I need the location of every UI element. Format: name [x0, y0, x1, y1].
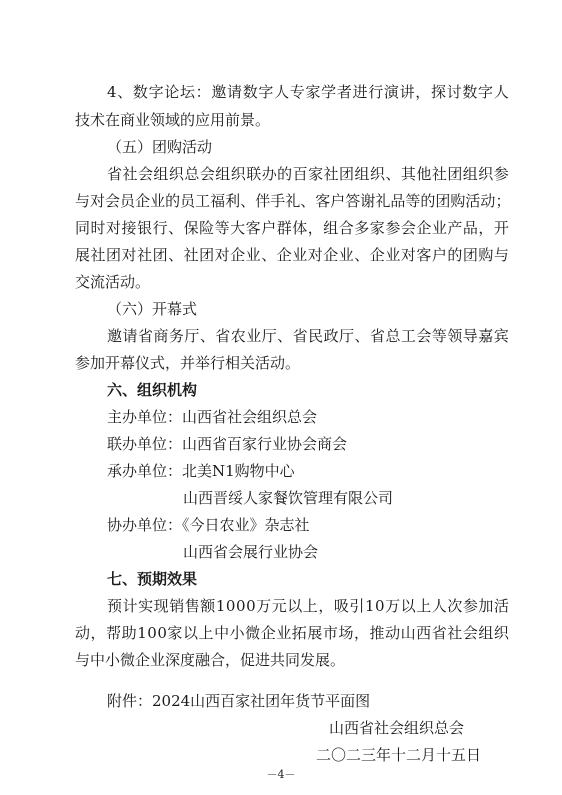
organization-heading: 六、组织机构 [107, 381, 198, 399]
host-unit: 主办单位：山西省社会组织总会 [107, 408, 318, 426]
group-buy-line-1: 省 社 会 组 织 总 会 组 织 联 办 的 百 家 社 团 组 织 、 其 他 社 团 组 织 参 [107, 165, 509, 183]
group-buy-line-4: 展 社 团 对 社 团 、 社 团 对 企 业 、 企 业 对 企 业 、 企 业 对 客 户 的 团 购 与 [75, 246, 509, 264]
forum-line-1: 4 、 数 字 论 坛 ： 邀 请 数 字 人 专 家 学 者 进 行 演 讲 ， 探 讨 数 字 人 [107, 83, 509, 101]
page-number: －4－ [266, 768, 296, 781]
group-buy-line-3: 同 时 对 接 银 行 、 保 险 等 大 客 户 群 体 ， 组 合 多 家 参 会 企 业 产 品 ， 开 [75, 219, 509, 237]
group-buy-line-2: 与 对 会 员 企 业 的 员 工 福 利 、 伴 手 礼 、 客 户 答 谢 礼 品 等 的 团 购 活 动 ； [75, 192, 511, 210]
results-heading: 七、预期效果 [107, 570, 198, 588]
group-buy-line-5: 交流活动。 [75, 273, 151, 291]
results-line-1: 预 计 实 现 销 售 额 1 0 0 0 万 元 以 上 ， 吸 引 1 0 万 以 上 人 次 参 加 活 [107, 597, 509, 615]
signature-org: 山西省社会组织总会 [329, 719, 465, 737]
organizer-unit-1: 承办单位：北美N1购物中心 [107, 462, 295, 480]
group-buy-heading: （五）团购活动 [107, 138, 213, 156]
opening-heading: （六）开幕式 [107, 300, 198, 318]
signature-date: 二〇二三年十二月十五日 [316, 746, 482, 764]
co-host-unit: 联办单位：山西省百家行业协会商会 [107, 435, 348, 453]
forum-line-2: 技术在商业领域的应用前景。 [75, 111, 271, 129]
opening-line-2: 参加开幕仪式，并举行相关活动。 [75, 354, 301, 372]
organizer-unit-2: 山西晋绥人家餐饮管理有限公司 [183, 489, 394, 507]
attachment-note: 附件：2024山西百家社团年货节平面图 [107, 692, 371, 710]
results-line-2: 动 ， 帮 助 1 0 0 家 以 上 中 小 微 企 业 拓 展 市 场 ， 推 动 山 西 省 社 会 组 织 [75, 624, 509, 642]
opening-line-1: 邀 请 省 商 务 厅 、 省 农 业 厅 、 省 民 政 厅 、 省 总 工 会 等 领 导 嘉 宾 [107, 327, 509, 345]
assist-unit-2: 山西省会展行业协会 [183, 543, 319, 561]
assist-unit-1: 协办单位：《今日农业》杂志社 [107, 516, 310, 534]
results-line-3: 与中小微企业深度融合，促进共同发展。 [75, 651, 346, 669]
